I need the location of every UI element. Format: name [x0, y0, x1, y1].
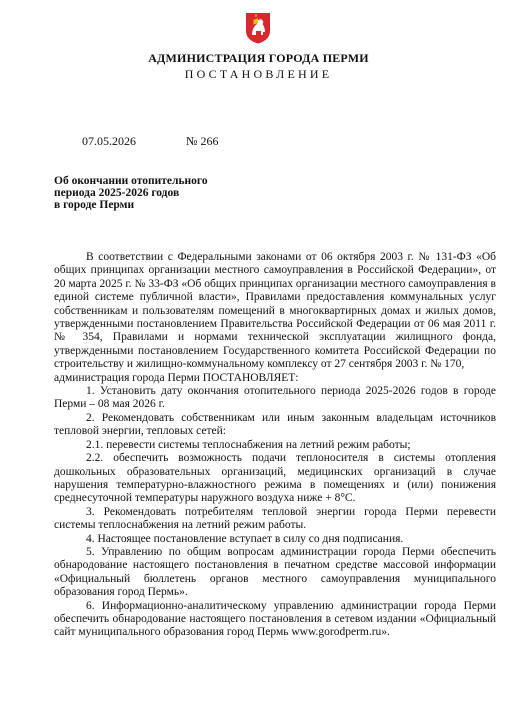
item-4-paragraph: 4. Настоящее постановление вступает в силу со дня подписания. — [86, 532, 404, 545]
item-2-paragraph: 2. Рекомендовать собственникам или иным законным владельцам источников тепловой энергии, тепловых сетей: — [54, 411, 496, 438]
document-date: 07.05.2026 — [82, 134, 136, 148]
item-6-paragraph: 6. Информационно-аналитическому управлению администрации города Перми обеспечить обнародование настоящего постановления в сетевом издании «Официальный сайт муниципального образования город Пермь www.gorodperm.ru». — [54, 599, 496, 639]
organization-name: АДМИНИСТРАЦИЯ ГОРОДА ПЕРМИ — [148, 51, 369, 65]
item-3-paragraph: 3. Рекомендовать потребителям тепловой энергии города Перми перевести системы теплоснабжения на летний режим работы. — [54, 505, 496, 532]
item-5-paragraph: 5. Управлению по общим вопросам администрации города Перми обеспечить обнародование настоящего постановления в печатном средстве массовой информации «Официальный бюллетень органов местного самоуправления муниципального образования город Пермь». — [54, 545, 496, 599]
item-1-paragraph: 1. Установить дату окончания отопительного периода 2025-2026 годов в городе Перми – 08 мая 2026 г. — [54, 385, 496, 411]
document-body — [54, 251, 496, 640]
resolution-clause: администрация города Перми ПОСТАНОВЛЯЕТ: — [54, 371, 299, 384]
item-2-1-paragraph: 2.1. перевести системы теплоснабжения на летний режим работы; — [86, 438, 411, 451]
perm-coat-of-arms-icon — [245, 12, 271, 44]
preamble-paragraph: В соответствии с Федеральными законами от 06 октября 2003 г. № 131-ФЗ «Об общих принципах организации местного самоуправления в Российской Федерации», от 20 марта 2025 г. № 33-ФЗ «Об общих принципах организации местного самоуправления в единой системе публичной власти», Правилами предоставления коммунальных услуг собственникам и пользователям помещений в многоквартирных домах и жилых домов, утвержденными постановлением Правительства Российской Федерации от 06 мая 2011 г. № 354, Правилами и нормами технической эксплуатации жилищного фонда, утвержденными постановлением Государственного комитета Российской Федерации по строительству и жилищно-коммунальному комплексу от 27 сентября 2003 г. № 170, — [54, 251, 496, 371]
document-title — [54, 175, 254, 211]
document-number: № 266 — [186, 134, 219, 148]
item-2-2-paragraph: 2.2. обеспечить возможность подачи теплоносителя в системы отопления дошкольных образовательных организаций, медицинских организаций в случае нарушения температурно-влажностного режима в помещениях и (или) понижения среднесуточной температуры наружного воздуха ниже + 8°С. — [54, 452, 496, 505]
document-type: ПОСТАНОВЛЕНИЕ — [184, 67, 333, 81]
title-line: Об окончании отопительного — [54, 175, 208, 187]
title-line: периода 2025-2026 годов — [54, 187, 180, 199]
title-line: в городе Перми — [54, 199, 135, 211]
